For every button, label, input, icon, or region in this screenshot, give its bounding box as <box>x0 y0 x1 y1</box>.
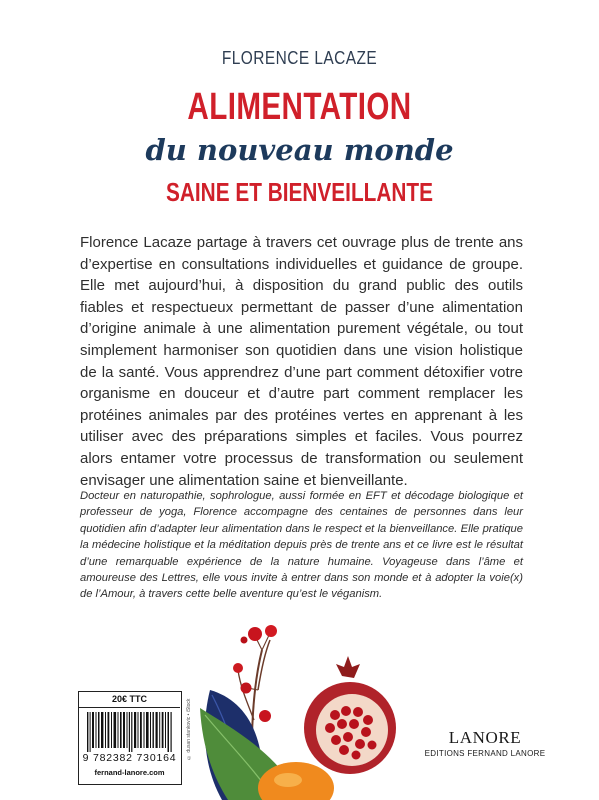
barcode-icon <box>87 712 173 752</box>
title-line-3: SAINE ET BIENVEILLANTE <box>166 177 433 207</box>
image-credit: © dusan stankovic • iStock <box>186 698 192 760</box>
publisher-subtitle: EDITIONS FERNAND LANORE <box>424 749 546 758</box>
isbn-number: 9 782382 730164 <box>82 752 177 764</box>
barcode-box <box>78 691 182 785</box>
title-line-2: du nouveau monde <box>145 133 454 167</box>
price-label: 20€ TTC <box>79 692 180 708</box>
publisher-website: fernand-lanore.com <box>94 768 165 777</box>
title-line-1: ALIMENTATION <box>187 86 412 128</box>
book-description: Florence Lacaze partage à travers cet ouvrage plus de trente ans d’expertise en consultations individuelles et guidance de groupe. Elle met aujourd’hui, à disposition du grand public des outils fiables et respectueux permettant de passer d’une alimentation d’origine animale à une alimentation purement végétale, ou tout simplement harmoniser son quotidien dans une vision holistique de la santé. Vous apprendrez d’une part comment détoxifier votre organisme en douceur et d’autre part comment remplacer les protéines animales par des protéines vertes en apprenant à les utiliser avec des préparations simples et faciles. Vous pourrez alors entamer votre processus de transformation ou seulement envisager une alimentation saine et bienveillante. <box>80 234 523 489</box>
author-bio: Docteur en naturopathie, sophrologue, aussi formée en EFT et décodage biologique et professeur de yoga, Florence accompagne des centaines de personnes dans leur quotidien afin d’adapter leur alimentation dans le respect et la bienveillance. Elle pratique la médecine holistique et la méditation depuis près de trente ans et ce livre est le résultat d’une remarquable expérience de la nature humaine. Voyageuse dans l’âme et amoureuse des Lettres, elle vous invite à entrer dans son monde et à adopter la voie(x) de l’Amour, à travers cette belle aventure qu’est le véganism. <box>80 490 523 601</box>
publisher-logo: LANORE <box>448 728 522 747</box>
author-name: FLORENCE LACAZE <box>221 48 378 68</box>
